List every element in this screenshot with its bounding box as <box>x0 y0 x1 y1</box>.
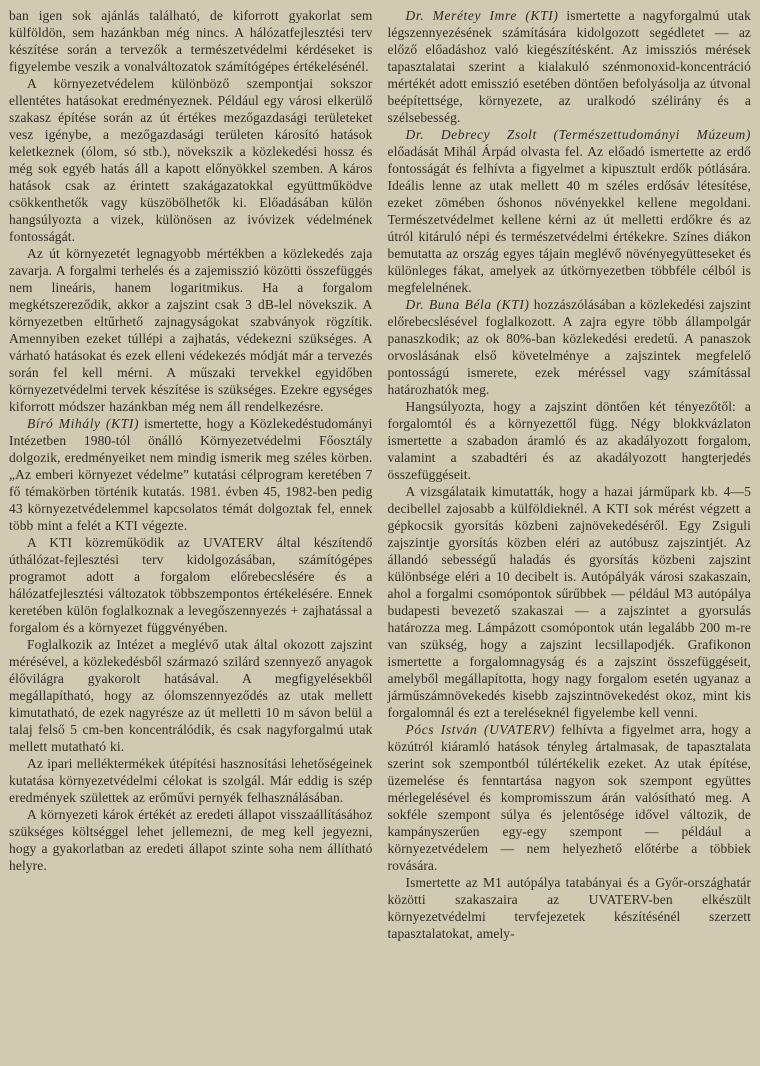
paragraph <box>388 874 752 942</box>
right-column <box>388 7 752 1060</box>
paragraph-text: Foglalkozik az Intézet a meglévő utak által okozott zajszint mérésével, a közlekedésből származó szilárd szennyező anyagok élővilágra gyakorolt hatásával. A megfigyelésekből megállapítható, hogy az ólomszennyeződés az utak mellett kimutatható, de ezek nagyrésze az út melletti 10 m sávon belül a talaj felső 5 cm-ben koncentrálódik, és csak nagyforgalmú utak mellett mutatható ki. <box>9 637 373 754</box>
two-column-layout <box>9 7 751 1060</box>
speaker-name: Dr. Merétey Imre (KTI) <box>405 8 559 23</box>
speaker-name: Pócs István (UVATERV) <box>405 722 556 737</box>
paragraph-text: ismertette a nagyforgalmú utak légszennyezésének számítására kidolgozott segédletet — az előző előadáshoz való kiegészítésként. Az imissziós mérések tapasztalatai szerint a kialakuló szénmonoxid-koncentráció mértékét adott emisszió esetében döntően befolyásolja az útvonal beépítettsége, környezete, az uralkodó szélirány és a szélsebesség. <box>387 8 752 125</box>
speaker-name: Bíró Mihály (KTI) <box>27 416 140 431</box>
paragraph-text: A KTI közreműködik az UVATERV által készítendő úthálózat-fejlesztési terv kidolgozásában, számítógépes programot adott a forgalom előrebecslésére és a hálózatfejlesztési változatok többszempontos értékelésére. Ennek keretében külön foglalkoznak a levegőszennyezés + zajhatással a forgalom és a környezet függvényében. <box>9 535 373 635</box>
paragraph <box>9 7 373 75</box>
paragraph <box>388 398 752 483</box>
paragraph-text: Az út környezetét legnagyobb mértékben a közlekedés zaja zavarja. A forgalmi terhelés és a zajemisszió közötti összefüggés nem lineáris, hanem logaritmikus. Ha a forgalom megkétszereződik, akkor a zajszint csak 3 dB-lel növekszik. A környezetben eltűrhető zajnagyságokat szabványok rögzítik. Amennyiben ezeket túllépi a zajhatás, védekezni szükséges. A várható hatásokat és ezek elleni védekezés módját már a tervezés során fel kell mérni. A műszaki tervekkel egyidőben környezetvédelmi tervek készítése is szükséges. Ezekre egységes kiforrott módszer hazánkban még nem áll rendelkezésre. <box>9 246 373 414</box>
paragraph <box>388 483 752 721</box>
paragraph-text: ban igen sok ajánlás található, de kiforrott gyakorlat sem külföldön, sem hazánkban még nincs. A hálózatfejlesztési terv készítése során a tervezők a természetvédelmi kérdéseket is figyelembe veszik a vonalváltozatok számítógépes értékelésénél. <box>9 8 373 74</box>
paragraph-text: A környezeti károk értékét az eredeti állapot visszaállításához szükséges költséggel lehet jellemezni, de meg kell jegyezni, hogy a gyakorlatban az eredeti állapot szinte soha nem állítható helyre. <box>9 807 373 873</box>
speaker-name: Dr. Buna Béla (KTI) <box>405 297 530 312</box>
paragraph <box>388 296 752 398</box>
paragraph <box>388 721 752 874</box>
paragraph-text: felhívta a figyelmet arra, hogy a közútról kiáramló hatások tényleg ártalmasak, de tapasztalata szerint sok szempontból túlértékelik ezeket. Az utak építése, üzemelése és fenntartása nagyon sok szempont együttes mérlegelésével és kompromisszum árán valósítható meg. A sokféle szempont súlya és jelentősége idővel változik, de kampányszerűen egy-egy szempont — például a környezetvédelem — nem helyezhető előtérbe a többiek rovására. <box>387 722 751 873</box>
paragraph-text: Ismertette az M1 autópálya tatabányai és a Győr-országhatár közötti szakaszaira az UVATERV-ben elkészült környezetvédelmi tervfejezetek készítésénél szerzett tapasztalatokat, amely- <box>387 875 751 941</box>
paragraph <box>9 806 373 874</box>
paragraph-text: A környezetvédelem különböző szempontjai sokszor ellentétes hatásokat eredményeznek. Például egy városi elkerülő szakasz építése során az út értékes mezőgazdasági területeket vesz igénybe, a mezőgazdasági területen károsító hatások keletkeznek (ólom, só stb.), növekszik a közlekedési hossz és még sok egyéb hatás áll a kapott előnyökkel szemben. A káros hatások csak az érintett szakágazatokkal együttműködve csökkenthetők vagy küszöbölhetők ki. Előadásában külön hangsúlyozta a vizek, különösen az ivóvizek védelmének fontosságát. <box>9 76 373 244</box>
paragraph <box>9 75 373 245</box>
left-column <box>9 7 373 1060</box>
paragraph-text: előadását Mihál Árpád olvasta fel. Az előadó ismertette az erdő fontosságát és felhívta a figyelmet a kipusztult erdők pótlására. Ideális lenne az utak mellett 40 m széles erdősáv létesítése, ezeket zömében őshonos növényekkel kellene megoldani. Természetvédelmet kellene kérni az út melletti erdőkre és az útról kitáruló népi és természetvédelmi értékekre. Színes diákon bemutatta az ország egyes tájain meglévő növényegyütteseket és különleges fákat, amelyek az útkörnyezetben többféle célból is megfelelnének. <box>387 144 751 295</box>
paragraph <box>9 415 373 534</box>
paragraph-text: A vizsgálataik kimutatták, hogy a hazai járműpark kb. 4—5 decibellel zajosabb a külföldieknél. A KTI sok mérést végzett a gépkocsik gyorsítás közbeni zajnövekedéséről. Egy Zsiguli zajszintje gyorsítás közben eléri az autóbusz zajszintjét. Az állandó sebességű haladás és gyorsítás közbeni zajszint különbsége eléri a 10 decibelt is. Autópályák városi szakaszain, ahol a forgalmi csomópontok sűrűbbek — például M3 autópálya budapesti bevezető szakaszai — a zajszintet a gyorsulás határozza meg. Lámpázott csomópontok után legalább 200 m-re van szükség, hogy a zajszint lecsillapodjék. Grafikonon ismertette a forgalomnagyság és a zajszint összefüggéseit, amelyből megállapította, hogy nagy forgalom esetén ugyanaz a járműszámnövekedés kisebb zajszintnövekedést okoz, mint kis forgalomnál és ezt a tereléseknél figyelembe kell venni. <box>387 484 751 720</box>
paragraph-text: hozzászólásában a közlekedési zajszint előrebecslésével foglalkozott. A zajra egyre több állampolgár panaszkodik; az ok 80%-ban közlekedési eredetű. A panaszok orvoslásának első követelménye a zajszintek megfelelő pontosságú ismerete, ezek méréssel vagy számítással határozhatók meg. <box>387 297 751 397</box>
paragraph-text: Az ipari melléktermékek útépítési hasznosítási lehetőségeinek kutatása környezetvédelmi célokat is szolgál. Már eddig is szép eredmények születtek az erőművi pernyék felhasználásában. <box>9 756 373 805</box>
paragraph <box>9 534 373 636</box>
paragraph <box>9 636 373 755</box>
paragraph <box>388 7 752 126</box>
speaker-name: Dr. Debrecy Zsolt (Természettudományi Múzeum) <box>405 127 751 142</box>
paragraph <box>9 245 373 415</box>
paragraph <box>388 126 752 296</box>
paragraph <box>9 755 373 806</box>
paragraph-text: ismertette, hogy a Közlekedéstudományi Intézetben 1980-tól önálló Környezetvédelmi Főosztály dolgozik, eredményeiket nem mindig ismerik meg széles körben. „Az emberi környezet védelme” kutatási célprogram keretében 7 fő témakörben történik kutatás. 1981. évben 45, 1982-ben pedig 43 környezetvédelemmel kapcsolatos témát dolgoztak fel, ennek több mint a felét a KTI végezte. <box>9 416 373 533</box>
paragraph-text: Hangsúlyozta, hogy a zajszint döntően két tényezőtől: a forgalomtól és a környezettől függ. Négy blokkvázlaton ismertette a szabadon áramló és az akadályozott forgalom, valamint a szabadtéri és az akadályozott hangterjedés összefüggéseit. <box>387 399 751 482</box>
